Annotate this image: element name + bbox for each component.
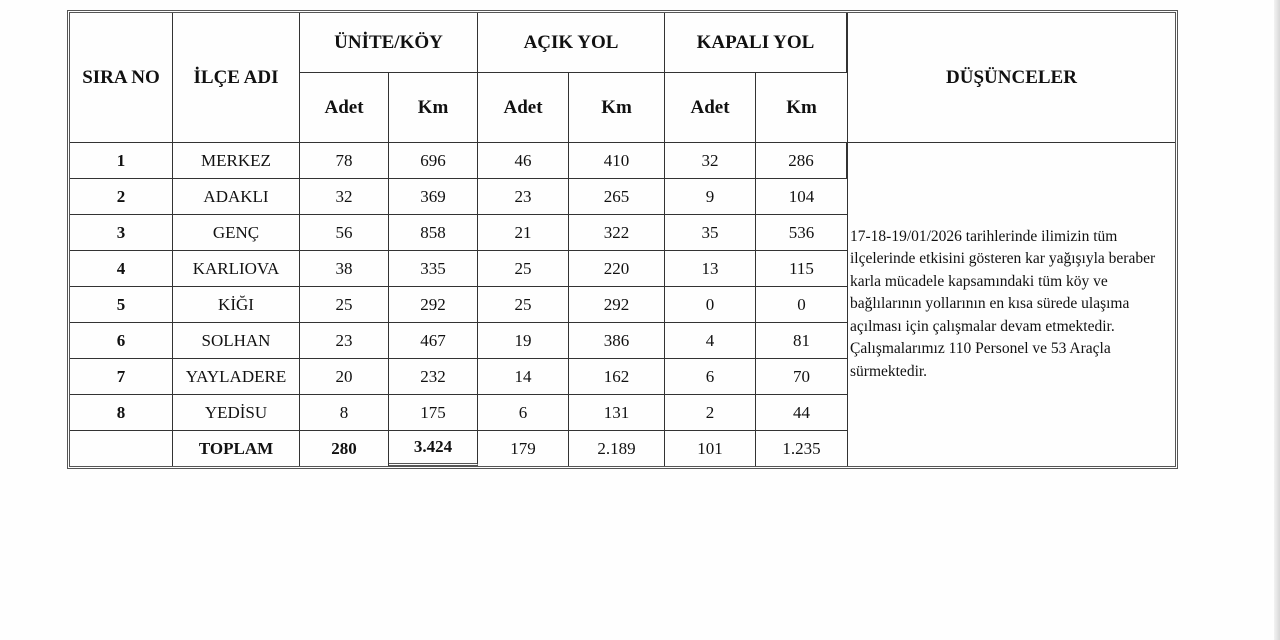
row-acik-km: 292 [569, 287, 665, 323]
row-kapali-adet: 2 [665, 395, 756, 431]
row-kapali-adet: 4 [665, 323, 756, 359]
header-kapali-adet: Adet [665, 73, 756, 143]
row-unite-km: 369 [389, 179, 478, 215]
row-no: 8 [70, 395, 173, 431]
notes-cell: 17-18-19/01/2026 tarihlerinde ilimizin tüm ilçelerinde etkisini gösteren kar yağışıyla beraber karla mücadele kapsamındaki tüm köy ve bağlılarının yollarının en kısa sürede ulaşıma açılması için çalışmalar devam etmektedir. Çalışmalarımız 110 Personel ve 53 Araçla sürmektedir. [847, 143, 1175, 466]
row-unite-adet: 8 [300, 395, 389, 431]
total-unite-adet: 280 [300, 431, 389, 466]
row-no: 4 [70, 251, 173, 287]
row-unite-km: 467 [389, 323, 478, 359]
total-acik-adet: 179 [478, 431, 569, 466]
row-unite-adet: 56 [300, 215, 389, 251]
row-no: 5 [70, 287, 173, 323]
header-ilce-adi: İLÇE ADI [173, 13, 300, 143]
row-unite-adet: 23 [300, 323, 389, 359]
row-acik-adet: 19 [478, 323, 569, 359]
row-acik-adet: 25 [478, 287, 569, 323]
total-label: TOPLAM [173, 431, 300, 466]
row-ilce: GENÇ [173, 215, 300, 251]
header-unite-km: Km [389, 73, 478, 143]
row-acik-adet: 14 [478, 359, 569, 395]
header-sira-no: SIRA NO [70, 13, 173, 143]
row-unite-adet: 25 [300, 287, 389, 323]
row-ilce: YEDİSU [173, 395, 300, 431]
row-acik-km: 131 [569, 395, 665, 431]
row-ilce: ADAKLI [173, 179, 300, 215]
road-status-table [67, 10, 1178, 469]
row-ilce: KİĞI [173, 287, 300, 323]
row-kapali-km: 44 [756, 395, 847, 431]
row-no: 2 [70, 179, 173, 215]
road-status-table-wrapper [67, 10, 1178, 469]
row-unite-adet: 38 [300, 251, 389, 287]
header-unite-koy: ÜNİTE/KÖY [300, 13, 478, 73]
row-no: 6 [70, 323, 173, 359]
row-no: 1 [70, 143, 173, 179]
row-unite-adet: 78 [300, 143, 389, 179]
row-kapali-km: 81 [756, 323, 847, 359]
row-kapali-adet: 13 [665, 251, 756, 287]
row-ilce: SOLHAN [173, 323, 300, 359]
row-ilce: MERKEZ [173, 143, 300, 179]
header-unite-adet: Adet [300, 73, 389, 143]
row-unite-km: 175 [389, 395, 478, 431]
row-kapali-km: 115 [756, 251, 847, 287]
header-kapali-yol: KAPALI YOL [665, 13, 847, 73]
row-acik-km: 386 [569, 323, 665, 359]
row-kapali-adet: 9 [665, 179, 756, 215]
row-kapali-km: 536 [756, 215, 847, 251]
row-acik-km: 162 [569, 359, 665, 395]
row-acik-km: 410 [569, 143, 665, 179]
row-kapali-km: 104 [756, 179, 847, 215]
header-dusunceler: DÜŞÜNCELER [847, 13, 1175, 143]
row-acik-adet: 23 [478, 179, 569, 215]
row-acik-adet: 21 [478, 215, 569, 251]
row-acik-km: 322 [569, 215, 665, 251]
total-unite-km: 3.424 [389, 431, 478, 466]
row-kapali-km: 0 [756, 287, 847, 323]
header-acik-yol: AÇIK YOL [478, 13, 665, 73]
row-kapali-km: 70 [756, 359, 847, 395]
row-acik-km: 265 [569, 179, 665, 215]
row-acik-adet: 25 [478, 251, 569, 287]
row-kapali-adet: 32 [665, 143, 756, 179]
row-unite-km: 335 [389, 251, 478, 287]
row-kapali-adet: 35 [665, 215, 756, 251]
total-no [70, 431, 173, 466]
row-no: 3 [70, 215, 173, 251]
row-acik-adet: 46 [478, 143, 569, 179]
row-kapali-adet: 6 [665, 359, 756, 395]
row-no: 7 [70, 359, 173, 395]
row-acik-adet: 6 [478, 395, 569, 431]
row-unite-km: 858 [389, 215, 478, 251]
header-acik-adet: Adet [478, 73, 569, 143]
row-unite-km: 696 [389, 143, 478, 179]
page-edge-shadow [1274, 0, 1280, 640]
row-kapali-adet: 0 [665, 287, 756, 323]
total-kapali-adet: 101 [665, 431, 756, 466]
row-unite-km: 232 [389, 359, 478, 395]
header-acik-km: Km [569, 73, 665, 143]
row-kapali-km: 286 [756, 143, 847, 179]
row-ilce: KARLIOVA [173, 251, 300, 287]
row-unite-adet: 32 [300, 179, 389, 215]
row-acik-km: 220 [569, 251, 665, 287]
table-row [70, 143, 1175, 179]
total-acik-km: 2.189 [569, 431, 665, 466]
row-unite-km: 292 [389, 287, 478, 323]
total-kapali-km: 1.235 [782, 438, 821, 458]
row-ilce: YAYLADERE [173, 359, 300, 395]
header-kapali-km: Km [756, 73, 847, 143]
row-unite-adet: 20 [300, 359, 389, 395]
